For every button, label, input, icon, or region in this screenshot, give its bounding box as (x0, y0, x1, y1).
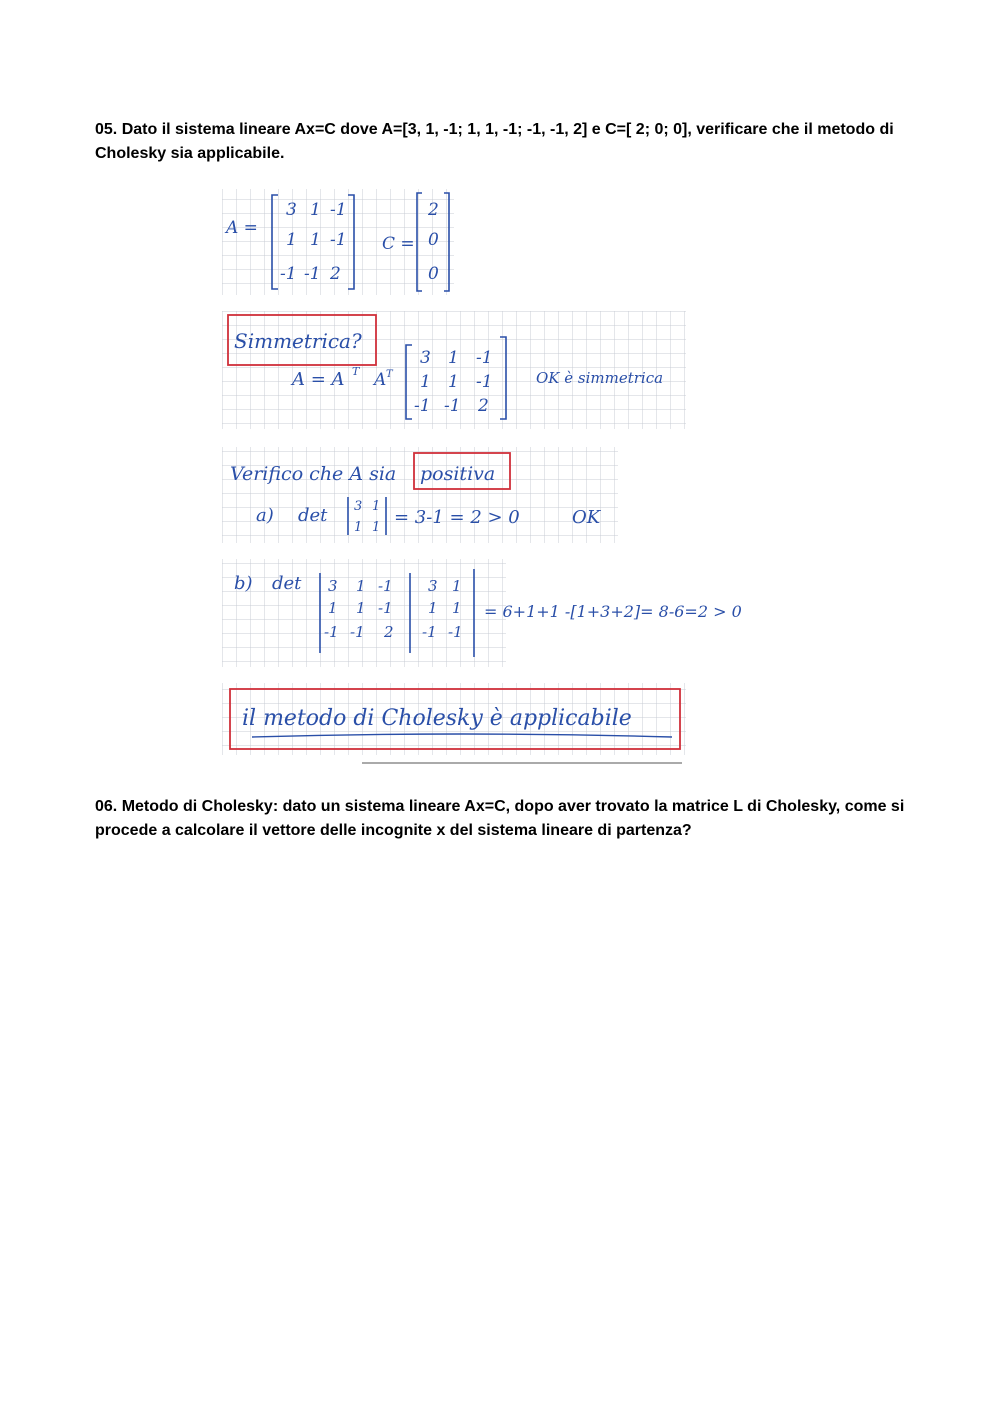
positivity-boxed-word: positiva (420, 463, 496, 485)
det-result: = 3-1 = 2 > 0 (394, 507, 520, 528)
transpose-mark: T (386, 369, 393, 380)
note-block-5 (222, 683, 686, 763)
label-at: A (374, 370, 387, 390)
matrix-at-cell: 3 (420, 348, 431, 368)
symmetry-note: OK è simmetrica (536, 369, 664, 387)
det-label: det (272, 573, 302, 594)
matrix-a-cell: 3 (286, 200, 297, 220)
extension-cell: 3 (428, 577, 438, 595)
note-block-4 (222, 559, 742, 667)
extension-cell: -1 (422, 623, 437, 641)
matrix-cell: -1 (350, 623, 365, 641)
question-06: 06. Metodo di Cholesky: dato un sistema lineare Ax=C, dopo aver trovato la matrice L di Cholesky, come si procede a calcolare il vettore delle incognite x del sistema lineare di partenza? (95, 798, 905, 839)
matrix-a-cell: 1 (310, 200, 321, 220)
note-block-1 (222, 189, 454, 295)
grid-paper (222, 447, 618, 543)
matrix-at-cell: -1 (414, 396, 431, 416)
minor-cell: 1 (372, 520, 381, 535)
label-a: A = (226, 218, 258, 238)
matrix-cell: 1 (356, 599, 366, 617)
symmetry-heading: Simmetrica? (234, 329, 362, 353)
matrix-cell: -1 (378, 599, 393, 617)
note-block-3 (222, 447, 618, 543)
extension-cell: 1 (428, 599, 438, 617)
vector-c-cell: 2 (428, 200, 439, 220)
matrix-at-cell: -1 (444, 396, 461, 416)
item-a-label: a) (256, 505, 274, 526)
symmetry-equation: A = A (292, 369, 345, 390)
transpose-mark: T (352, 365, 360, 378)
det-label: det (298, 505, 328, 526)
matrix-a-cell: -1 (304, 264, 321, 284)
matrix-a-cell: 1 (286, 230, 297, 250)
vector-c-cell: 0 (428, 230, 439, 250)
extension-cell: -1 (448, 623, 463, 641)
matrix-a-cell: -1 (330, 230, 347, 250)
ok-mark: OK (572, 507, 601, 528)
question-05: 05. Dato il sistema lineare Ax=C dove A=[3, 1, -1; 1, 1, -1; -1, -1, 2] e C=[ 2; 0; 0], verificare che il metodo di Cholesky sia applicabile. (95, 121, 894, 162)
matrix-at-cell: -1 (476, 372, 493, 392)
minor-cell: 3 (354, 499, 363, 514)
matrix-at-cell: 2 (478, 396, 489, 416)
extension-cell: 1 (452, 599, 462, 617)
matrix-cell: -1 (378, 577, 393, 595)
matrix-cell: 3 (328, 577, 338, 595)
item-b-label: b) (234, 573, 253, 594)
positivity-heading: Verifico che A sia (230, 463, 397, 485)
minor-cell: 1 (372, 499, 381, 514)
matrix-at-cell: 1 (448, 372, 459, 392)
handwritten-notes (222, 185, 742, 767)
matrix-cell: -1 (324, 623, 339, 641)
vector-c-cell: 0 (428, 264, 439, 284)
matrix-at-cell: -1 (476, 348, 493, 368)
matrix-a-cell: 1 (310, 230, 321, 250)
matrix-cell: 1 (356, 577, 366, 595)
matrix-at-cell: 1 (448, 348, 459, 368)
matrix-a-cell: 2 (330, 264, 341, 284)
label-c: C = (382, 234, 415, 254)
matrix-a-cell: -1 (280, 264, 297, 284)
matrix-a-cell: -1 (330, 200, 347, 220)
conclusion-text: il metodo di Cholesky è applicabile (242, 706, 632, 731)
det-expression: = 6+1+1 -[1+3+2]= 8-6=2 > 0 (484, 602, 742, 621)
note-block-2 (222, 311, 686, 429)
minor-cell: 1 (354, 520, 363, 535)
matrix-cell: 2 (384, 623, 394, 641)
matrix-cell: 1 (328, 599, 338, 617)
extension-cell: 1 (452, 577, 462, 595)
matrix-at-cell: 1 (420, 372, 431, 392)
